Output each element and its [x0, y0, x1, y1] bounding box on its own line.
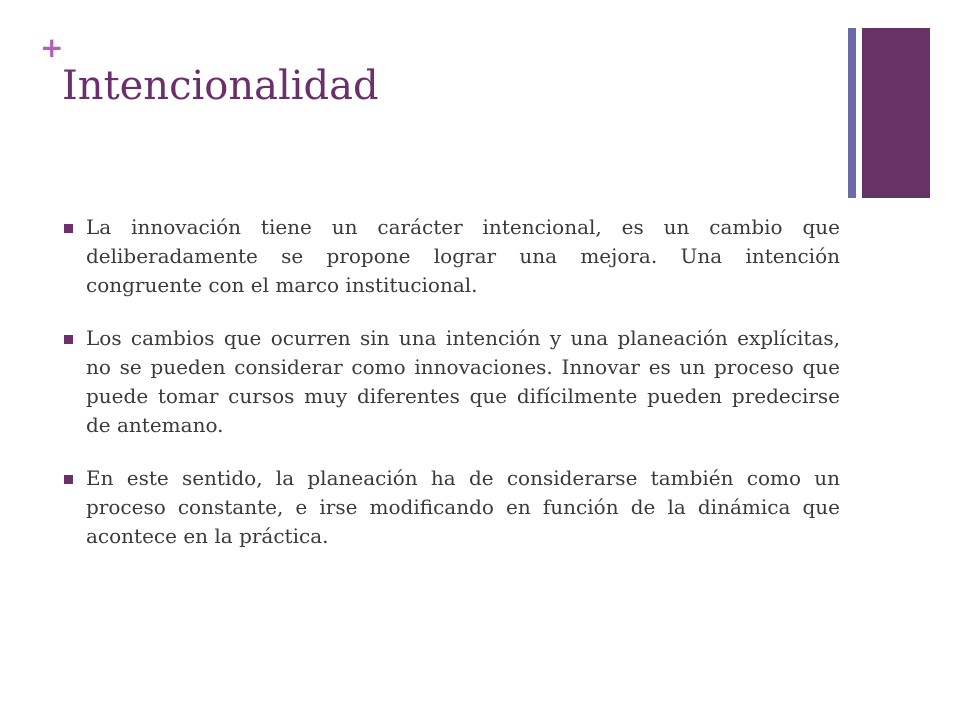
decorative-wide-bar [862, 28, 930, 198]
bullet-item [62, 213, 840, 300]
decorative-thin-bar [848, 28, 856, 198]
bullet-text: En este sentido, la planeación ha de considerarse también como un proceso constante, e irse modificando en función de la dinámica que acontece en la práctica. [86, 466, 840, 548]
plus-icon: + [40, 31, 64, 64]
square-bullet-icon [64, 224, 73, 233]
bullet-item [62, 324, 840, 440]
bullet-list [62, 213, 840, 575]
slide-title: Intencionalidad [62, 63, 379, 109]
square-bullet-icon [64, 335, 73, 344]
bullet-text: La innovación tiene un carácter intencional, es un cambio que deliberadamente se propone lograr una mejora. Una intención congruente con el marco institucional. [86, 215, 840, 297]
bullet-item [62, 464, 840, 551]
bullet-text: Los cambios que ocurren sin una intención y una planeación explícitas, no se pueden considerar como innovaciones. Innovar es un proceso que puede tomar cursos muy diferentes que difícilmente pueden predecirse de antemano. [86, 326, 840, 437]
square-bullet-icon [64, 475, 73, 484]
